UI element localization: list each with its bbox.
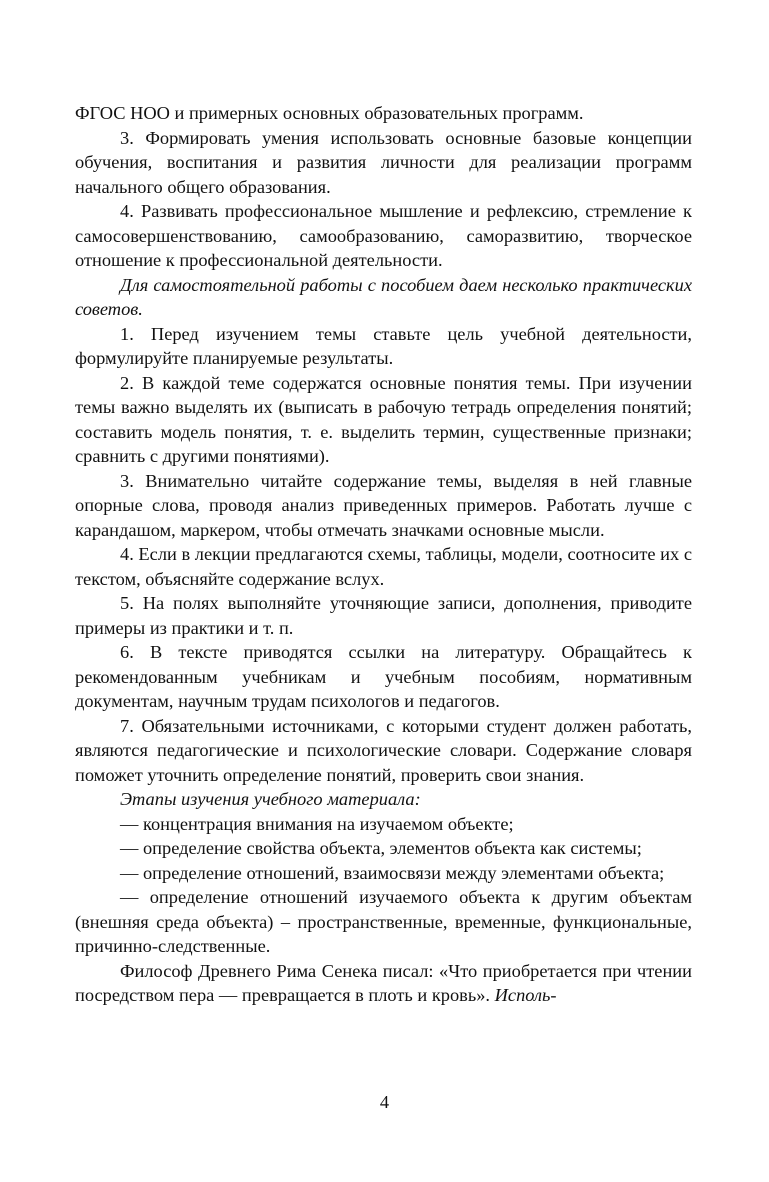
list-item-stage-3: — определение отношений, взаимосвязи между элементами объекта; [120, 862, 665, 883]
paragraph-continuation: ФГОС НОО и примерных основных образовательных программ. [75, 103, 584, 123]
page-body [75, 101, 692, 1008]
paragraph-advice-intro: Для самостоятельной работы с пособием даем несколько практических советов. [75, 274, 692, 319]
paragraph-advice-5: 5. На полях выполняйте уточняющие записи, дополнения, приводите примеры из практики и т. п. [75, 593, 692, 638]
paragraph-stages-heading: Этапы изучения учебного материала: [120, 789, 421, 809]
paragraph-advice-3: 3. Внимательно читайте содержание темы, выделяя в ней главные опорные слова, проводя анализ приведенных примеров. Работать лучше с карандашом, маркером, чтобы отмечать значками основные мысли. [75, 470, 692, 540]
seneca-quote-text: Философ Древнего Рима Сенека писал: «Что приобретается при чтении посредством пера — превращается в плоть и кровь». [75, 960, 692, 1005]
paragraph-advice-7: 7. Обязательными источниками, с которыми студент должен работать, являются педагогические и психологические словари. Содержание словаря поможет уточнить определение понятий, проверить свои знания. [75, 715, 692, 785]
paragraph-seneca-quote [75, 959, 692, 1008]
paragraph-advice-4: 4. Если в лекции предлагаются схемы, таблицы, модели, соотносите их с текстом, объясняйте содержание вслух. [75, 544, 692, 589]
paragraph-goal-3: 3. Формировать умения использовать основные базовые концепции обучения, воспитания и развития личности для реализации программ начального общего образования. [75, 127, 692, 197]
list-item-stage-1: — концентрация внимания на изучаемом объекте; [120, 813, 514, 834]
page-number: 4 [379, 1092, 390, 1112]
hyphenated-word-fragment: Исполь- [494, 985, 557, 1005]
paragraph-advice-2: 2. В каждой теме содержатся основные понятия темы. При изучении темы важно выделять их (выписать в рабочую тетрадь определения понятий; составить модель понятия, т. е. выделить термин, существенные признаки; сравнить с другими понятиями). [75, 372, 692, 466]
list-item-stage-2: — определение свойства объекта, элементов объекта как системы; [120, 838, 642, 858]
paragraph-goal-4: 4. Развивать профессиональное мышление и рефлексию, стремление к самосовершенствованию, самообразованию, саморазвитию, творческое отношение к профессиональной деятельности. [75, 201, 692, 270]
list-item-stage-4: — определение отношений изучаемого объекта к другим объектам (внешняя среда объекта) – пространственные, временные, функциональные, причинно-следственные. [75, 887, 692, 956]
paragraph-advice-1: 1. Перед изучением темы ставьте цель учебной деятельности, формулируйте планируемые результаты. [75, 323, 692, 368]
paragraph-advice-6: 6. В тексте приводятся ссылки на литературу. Обращайтесь к рекомендованным учебникам и учебным пособиям, нормативным документам, научным трудам психологов и педагогов. [75, 642, 692, 711]
